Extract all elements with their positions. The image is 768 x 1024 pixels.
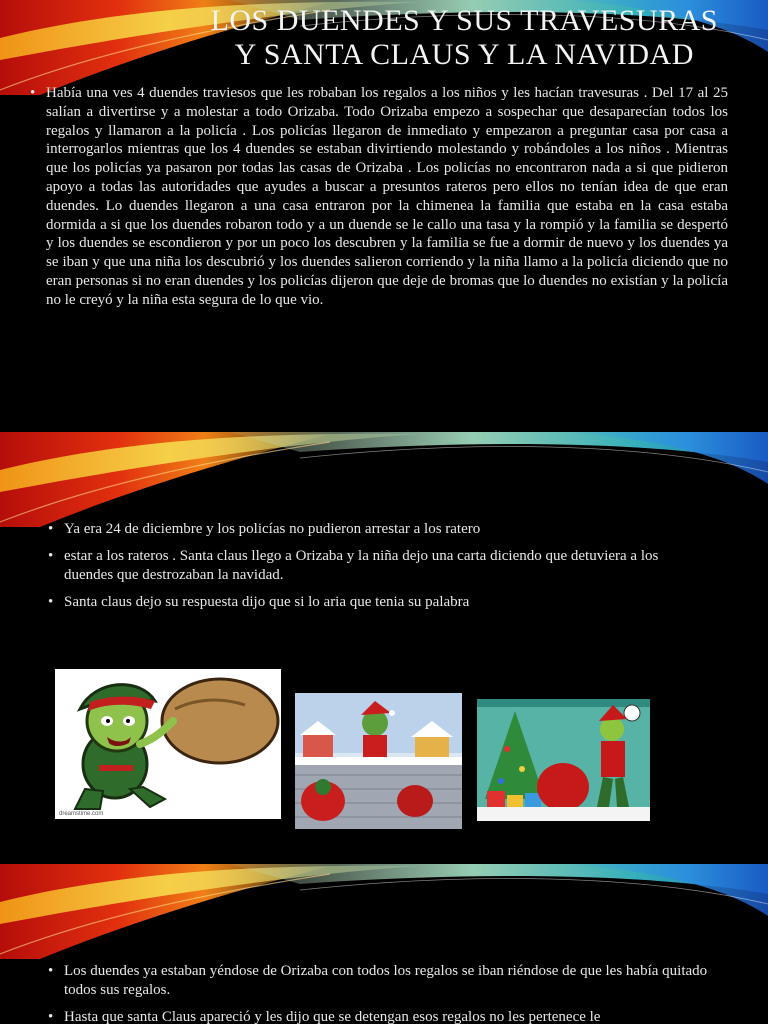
bullet-item: • Hasta que santa Claus apareció y les dijo que se detengan esos regalos no les pertenece le xyxy=(46,1008,736,1024)
story-paragraph-list xyxy=(28,84,728,310)
grinch-elf-christmas-tree-illustration xyxy=(477,699,650,821)
decorative-swoosh-banner xyxy=(0,864,768,959)
bullet-list xyxy=(46,962,736,1024)
slide-title-line-1: LOS DUENDES Y SUS TRAVESURAS xyxy=(210,4,718,37)
bullet-item: • Ya era 24 de diciembre y los policías no pudieron arrestar a los ratero xyxy=(46,520,686,539)
slide-3 xyxy=(0,864,768,1024)
image-source-caption: dreamstime.com xyxy=(59,811,104,817)
bullet-item: • estar a los rateros . Santa claus llego a Orizaba y la niña dejo una carta diciendo que detuviera a los duendes que destrozaban la navidad. xyxy=(46,547,686,585)
slide-1 xyxy=(0,0,768,432)
bullet-list xyxy=(46,520,686,620)
story-paragraph: • Había una ves 4 duendes traviesos que les robaban los regalos a los niños y les hacían travesuras . Del 17 al 25 salían a divertirse y a molestar a todo Orizaba. Todo Orizaba empezo a sospechar que desaparecían todos los regalos y llamaron a la policía . Los policías llegaron de inmediato y empezaron a preguntar casa por casa a interrogarlos mientras que los 4 duendes se estaban divirtiendo molestando y robándoles a los niños . Mientras que los policías ya pasaron por todas las casas de Orizaba . Los policías no encontraron nada a si que pidieron apoyo a todas las autoridades que ayudes a buscar a presuntos rateros pero ellos no tenían idea de que eran duendes. Lo duendes llegaron a una casa entraron por la chimenea la familia que estaba en la casa estaba dormida a si que los duendes robaron todo y a un duende se le callo una tasa y la rompió y la familia se despertó y los duendes se escondieron y por un poco los descubren y la familia se fue a dormir de nuevo y los duendes ya se iban y que una niña los descubrió y los duendes salieron corriendo y la niña llamo a la policía diciendo que no eran personas si no eran duendes y los policías dijeron que deje de bromas que lo duendes no existían y la policía no le creyó y la niña esta segura de lo que vio. xyxy=(28,84,728,310)
slide-2 xyxy=(0,432,768,864)
bullet-item: • Los duendes ya estaban yéndose de Orizaba con todos los regalos se iban riéndose de que les había quitado todos sus regalos. xyxy=(46,962,736,1000)
bullet-item: • Santa claus dejo su respuesta dijo que si lo aria que tenia su palabra xyxy=(46,593,686,612)
decorative-swoosh-banner xyxy=(0,432,768,527)
elf-thief-with-sack-illustration xyxy=(55,669,281,819)
slide-title xyxy=(211,4,718,72)
grinch-elves-snowy-roof-illustration xyxy=(295,693,462,829)
slide-title-line-2: Y SANTA CLAUS Y LA NAVIDAD xyxy=(234,38,694,71)
